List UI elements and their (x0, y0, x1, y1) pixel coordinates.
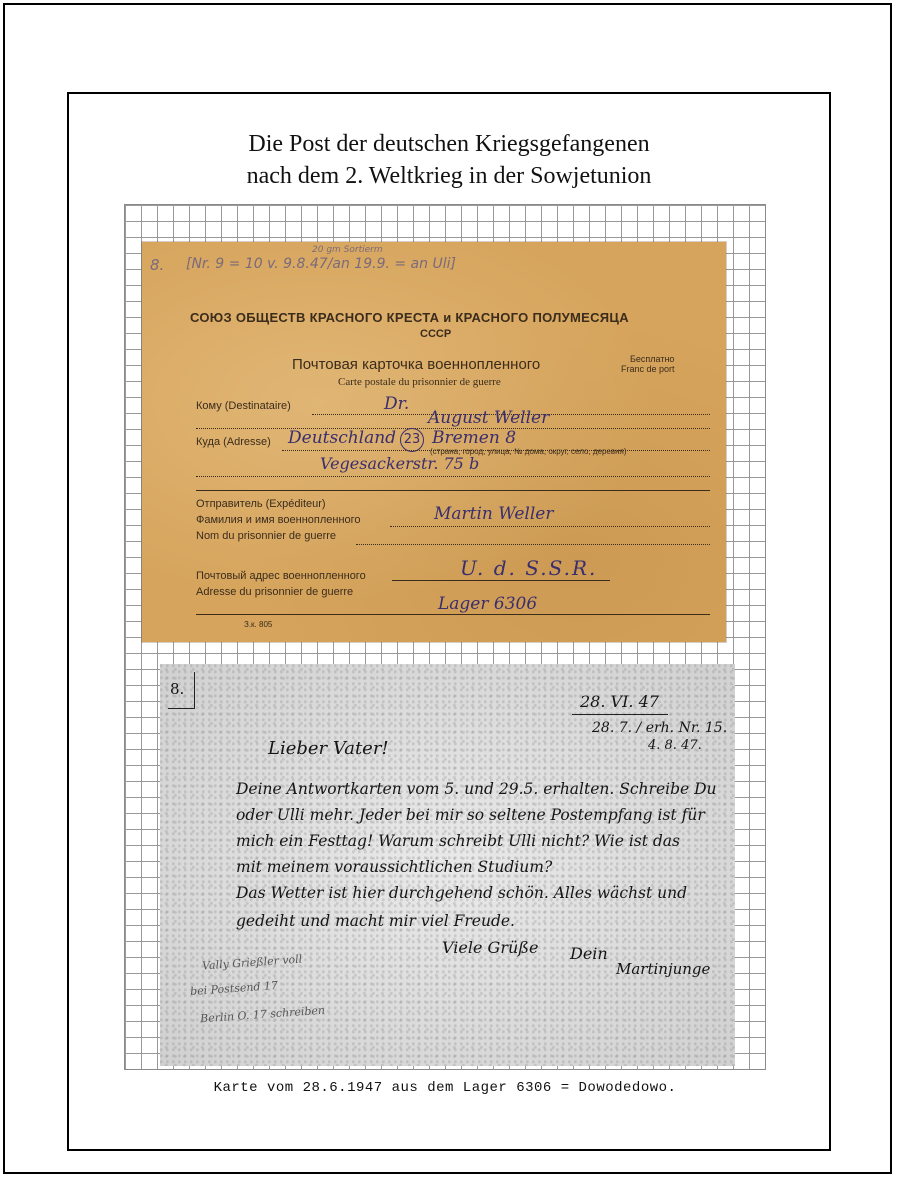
organization-line-1: СОЮЗ ОБЩЕСТВ КРАСНОГО КРЕСТА и КРАСНОГО ПОЛУМЕСЯЦА (190, 310, 629, 325)
post-address-camp: Lager 6306 (438, 594, 538, 614)
postcard-back-letter (160, 664, 735, 1066)
sender-label-3: Nom du prisonnier de guerre (196, 530, 337, 542)
sender-line-2 (356, 544, 710, 545)
postal-zone-circle: 23 (400, 428, 424, 452)
page-title (67, 128, 831, 192)
print-code: З.к. 805 (244, 620, 273, 629)
letter-date-1: 28. VI. 47 (580, 692, 659, 711)
free-postage-russian: Бесплатно (630, 354, 675, 364)
letter-line-2: oder Ulli mehr. Jeder bei mir so seltene Postempfang ist für (236, 806, 705, 824)
address-label: Куда (Adresse) (196, 436, 271, 448)
letter-greeting: Lieber Vater! (268, 738, 389, 759)
page-title-line-2: nach dem 2. Weltkrieg in der Sowjetunion (246, 163, 652, 189)
post-address-label-1: Почтовый адрес военнопленного (196, 570, 366, 582)
address-hint: (страна, город, улица, № дома, округ, село, деревня) (430, 447, 627, 456)
card-title-russian: Почтовая карточка военнопленного (292, 356, 541, 373)
margin-note-1: Vally Grießler voll (201, 952, 303, 973)
letter-line-4: mit meinem voraussichtlichen Studium? (236, 858, 553, 876)
postcard-front (142, 242, 726, 642)
page-caption: Karte vom 28.6.1947 aus dem Lager 6306 = Dowodedowo. (213, 1080, 677, 1096)
recipient-label: Кому (Destinataire) (196, 400, 291, 412)
recipient-title: Dr. (384, 394, 410, 414)
margin-note-2: bei Postsend 17 (189, 978, 279, 999)
address-line-2 (196, 476, 710, 477)
page-title-line-1: Die Post der deutschen Kriegsgefangenen (248, 131, 650, 157)
address-city: Bremen 8 (432, 428, 517, 448)
card-title-french: Carte postale du prisonnier de guerre (338, 376, 501, 388)
pencil-note-small: 20 gm Sortierm (312, 245, 383, 255)
address-country: Deutschland (288, 428, 397, 448)
letter-date-underline (572, 714, 668, 715)
address-street: Vegesackerstr. 75 b (320, 454, 480, 473)
letter-number-box (168, 672, 195, 709)
free-postage-french: Franc de port (621, 364, 675, 374)
recipient-name: August Weller (428, 408, 550, 428)
margin-note-3: Berlin O. 17 schreiben (199, 1003, 326, 1026)
post-address-label-2: Adresse du prisonnier de guerre (196, 586, 354, 598)
pencil-note: [Nr. 9 = 10 v. 9.8.47/an 19.9. = an Uli] (186, 256, 456, 272)
post-address-line (392, 580, 610, 581)
post-address-country: U. d. S.S.R. (460, 556, 598, 580)
sender-name: Martin Weller (434, 504, 554, 524)
letter-closing-greeting: Viele Grüße (442, 938, 539, 957)
pencil-number: 8. (150, 256, 165, 274)
post-address-line-2 (196, 614, 710, 615)
letter-line-5: Das Wetter ist hier durchgehend schön. Alles wächst und (236, 884, 688, 902)
organization-line-2: СССР (420, 328, 452, 340)
letter-date-2: 28. 7. / erh. Nr. 15. (592, 720, 728, 736)
letter-signature: Martinjunge (616, 960, 711, 978)
sender-label-1: Отправитель (Expéditeur) (196, 498, 326, 510)
letter-date-3: 4. 8. 47. (648, 738, 702, 753)
letter-line-1: Deine Antwortkarten vom 5. und 29.5. erhalten. Schreibe Du (236, 780, 717, 798)
section-divider (196, 490, 710, 491)
letter-number: 8. (170, 680, 185, 698)
sender-label-2: Фамилия и имя военнопленного (196, 514, 361, 526)
sender-line (390, 526, 710, 527)
letter-line-3: mich ein Festtag! Warum schreibt Ulli nicht? Wie ist das (236, 832, 681, 850)
letter-line-6: gedeiht und macht mir viel Freude. (236, 912, 515, 930)
letter-closing-dein: Dein (570, 944, 608, 963)
